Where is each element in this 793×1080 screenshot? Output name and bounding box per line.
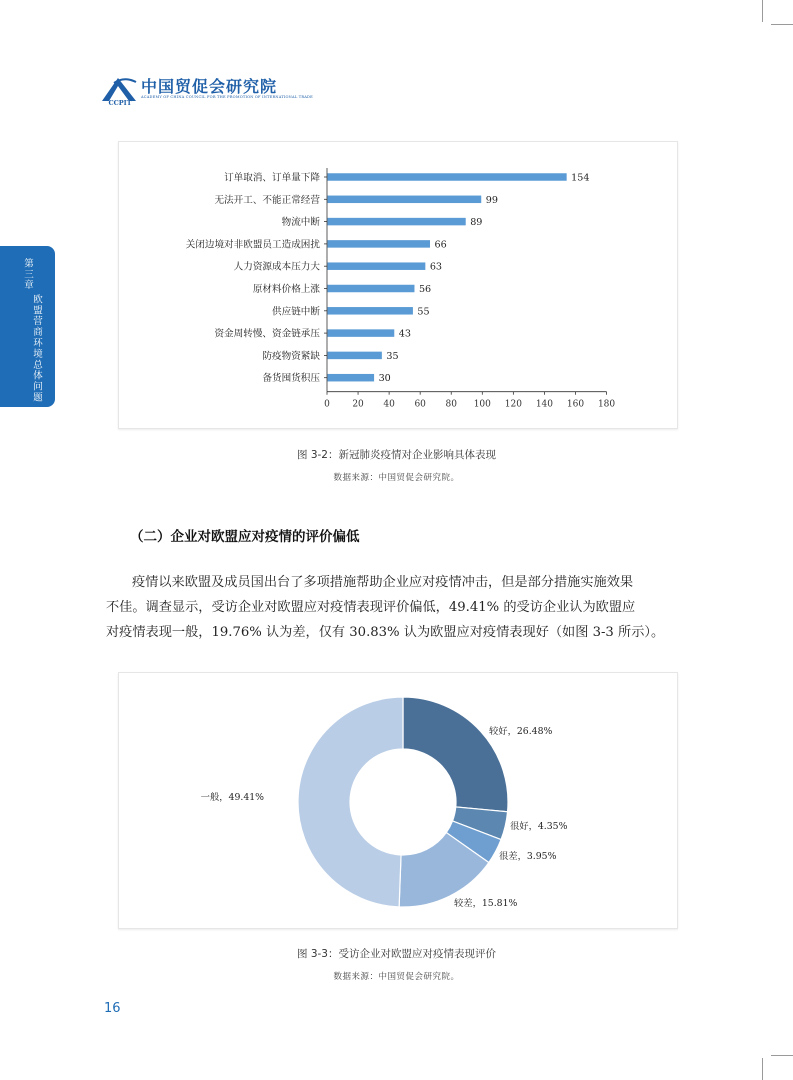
value-label: 56 [418, 284, 432, 295]
category-label: 订单取消、订单量下降 [224, 172, 320, 184]
category-label: 物流中断 [281, 217, 320, 229]
x-tick-label: 160 [566, 399, 585, 410]
logo-title-en: ACADEMY OF CHINA COUNCIL FOR THE PROMOTION OF INTERNATIONAL TRADE [141, 95, 313, 99]
x-tick-label: 80 [445, 399, 457, 410]
slice-label: 一般，49.41% [200, 792, 264, 803]
chapter-side-tab [0, 246, 55, 407]
bar [328, 262, 426, 270]
category-label: 资金周转慢、资金链承压 [214, 328, 320, 340]
crop-mark [771, 1055, 793, 1056]
donut-chart-frame [118, 672, 678, 929]
figure-1-caption: 图 3-2：新冠肺炎疫情对企业影响具体表现 [297, 449, 496, 461]
slice-label: 很好，4.35% [510, 821, 568, 832]
value-label: 154 [571, 172, 590, 184]
x-tick-label: 0 [324, 399, 330, 410]
paragraph-line-3: 对疫情表现一般，19.76% 认为差，仅有 30.83% 认为欧盟应对疫情表现好（如图 3-3 所示）。 [106, 625, 665, 640]
figure-2-caption: 图 3-3：受访企业对欧盟应对疫情表现评价 [297, 948, 496, 960]
bar [328, 240, 430, 248]
value-label: 99 [485, 194, 498, 206]
donut-slice [403, 697, 508, 812]
x-tick-label: 20 [352, 399, 364, 410]
bar [328, 374, 375, 382]
category-label: 备货囤货积压 [262, 373, 320, 385]
slice-label: 很差，3.95% [499, 851, 557, 862]
category-label: 防疫物资紧缺 [262, 350, 320, 362]
category-label: 关闭边境对非欧盟员工造成困扰 [185, 239, 320, 251]
crop-mark [771, 24, 793, 25]
slice-label: 较好，26.48% [489, 726, 553, 737]
category-label: 原材料价格上涨 [252, 284, 320, 295]
value-label: 63 [429, 261, 443, 273]
bar [328, 329, 395, 337]
value-label: 30 [378, 373, 391, 385]
value-label: 89 [470, 217, 483, 229]
crop-mark [762, 1058, 763, 1080]
crop-mark [762, 0, 763, 22]
x-tick-label: 60 [414, 399, 426, 410]
figure-1-source: 数据来源：中国贸促会研究院。 [333, 473, 460, 483]
bar [328, 173, 567, 181]
x-tick-label: 120 [504, 399, 522, 410]
page-number: 16 [104, 1001, 121, 1016]
slice-label: 较差，15.81% [454, 898, 518, 909]
value-label: 43 [398, 328, 411, 340]
category-label: 人力资源成本压力大 [233, 261, 320, 273]
figure-2-source: 数据来源：中国贸促会研究院。 [333, 972, 460, 982]
bar [328, 218, 466, 226]
bar-chart-frame [118, 141, 678, 429]
section-heading: （二）企业对欧盟应对疫情的评价偏低 [130, 529, 360, 545]
value-label: 66 [434, 239, 447, 251]
logo-title-cn: 中国贸促会研究院 [141, 77, 278, 96]
value-label: 55 [417, 306, 430, 318]
bar [328, 285, 415, 293]
category-label: 供应链中断 [272, 306, 320, 318]
x-tick-label: 140 [535, 399, 554, 410]
x-tick-label: 180 [597, 399, 616, 410]
bar-chart [119, 142, 677, 428]
body-paragraph [106, 570, 696, 645]
value-label: 35 [386, 350, 399, 362]
bar [328, 307, 413, 315]
chapter-number: 第三章 [22, 258, 33, 291]
x-tick-label: 100 [473, 399, 491, 410]
paragraph-line-1: 疫情以来欧盟及成员国出台了多项措施帮助企业应对疫情冲击，但是部分措施实施效果 [132, 575, 634, 590]
donut-chart [119, 673, 677, 928]
donut-slice [298, 697, 403, 907]
bar [328, 352, 382, 360]
logo-mark-text: CCPIT [108, 99, 132, 106]
bar [328, 196, 482, 204]
header-logo [100, 74, 313, 108]
x-tick-label: 40 [383, 399, 395, 410]
ccpit-logo-icon [100, 74, 140, 106]
paragraph-line-2: 不佳。调查显示，受访企业对欧盟应对疫情表现评价偏低，49.41% 的受访企业认为欧盟应 [106, 600, 636, 615]
category-label: 无法开工、不能正常经营 [214, 194, 320, 206]
chapter-title: 欧盟营商环境总体问题 [31, 294, 42, 403]
